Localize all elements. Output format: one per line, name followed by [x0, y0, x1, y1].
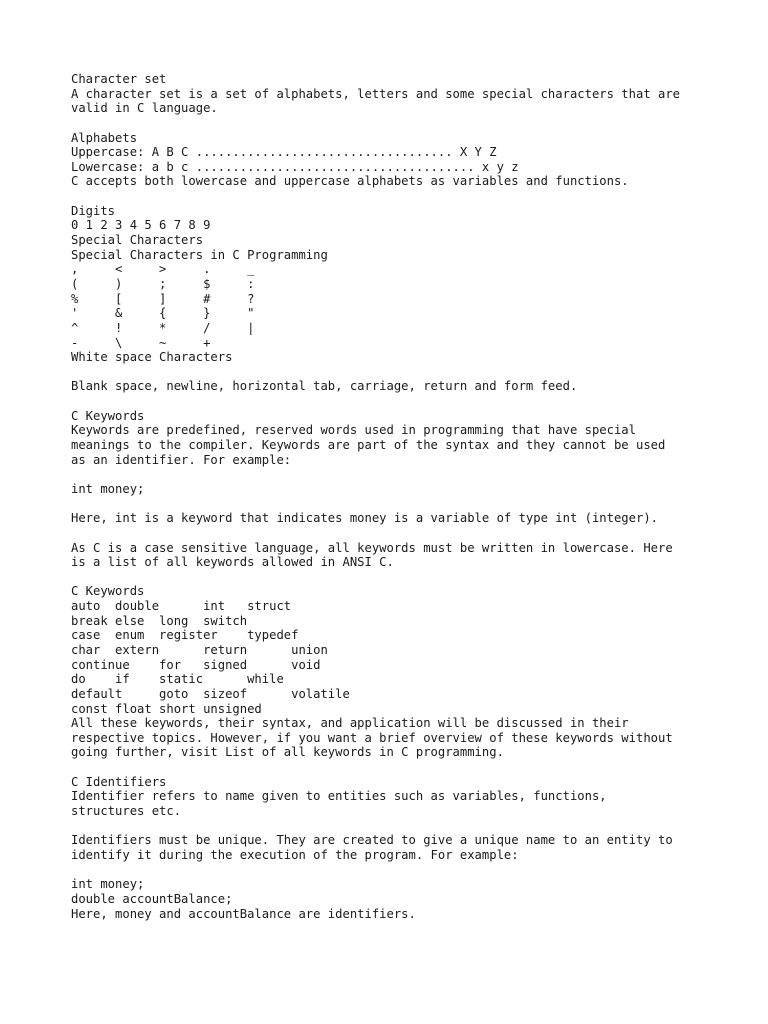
section-heading-digits: Digits — [71, 203, 116, 218]
blank-line — [71, 760, 731, 775]
paragraph-line: C accepts both lowercase and uppercase alphabets as variables and functions. — [71, 174, 629, 189]
code-line: int money; — [71, 877, 145, 892]
blank-line — [71, 394, 731, 409]
paragraph-line: Here, money and accountBalance are identifiers. — [71, 906, 416, 921]
blank-line — [71, 189, 731, 204]
keywords-row: default goto sizeof volatile — [71, 686, 350, 701]
paragraph-line: Here, int is a keyword that indicates money is a variable of type int (integer). — [71, 511, 658, 526]
section-heading-special-characters: Special Characters — [71, 233, 204, 248]
keywords-row: char extern return union — [71, 642, 328, 657]
paragraph-line: Identifier refers to name given to entities such as variables, functions, — [71, 789, 607, 804]
paragraph-line: identify it during the execution of the program. For example: — [71, 847, 519, 862]
keywords-row: continue for signed void — [71, 657, 321, 672]
blank-line — [71, 570, 731, 585]
uppercase-line: Uppercase: A B C ................................... X Y Z — [71, 145, 497, 160]
subheading-special-characters: Special Characters in C Programming — [71, 247, 328, 262]
special-characters-row: ' & { } " — [71, 306, 255, 321]
blank-line — [71, 467, 731, 482]
keywords-row: auto double int struct — [71, 599, 292, 614]
code-line: double accountBalance; — [71, 891, 233, 906]
special-characters-row: % [ ] # ? — [71, 291, 255, 306]
paragraph-line: A character set is a set of alphabets, letters and some special characters that are — [71, 86, 681, 101]
paragraph-line: is a list of all keywords allowed in ANSI C. — [71, 555, 394, 570]
paragraph-line: All these keywords, their syntax, and application will be discussed in their — [71, 716, 629, 731]
special-characters-row: , < > . _ — [71, 262, 255, 277]
special-characters-row: ^ ! * / | — [71, 320, 255, 335]
code-line: int money; — [71, 481, 145, 496]
blank-line — [71, 819, 731, 834]
blank-line — [71, 863, 731, 878]
blank-line — [71, 116, 731, 131]
special-characters-row: - \ ~ + — [71, 335, 211, 350]
blank-line — [71, 365, 731, 380]
blank-line — [71, 497, 731, 512]
paragraph-line: structures etc. — [71, 804, 182, 819]
keywords-row: const float short unsigned — [71, 701, 262, 716]
keywords-row: case enum register typedef — [71, 628, 299, 643]
blank-line — [71, 526, 731, 541]
keywords-row: do if static while — [71, 672, 284, 687]
section-heading-alphabets: Alphabets — [71, 130, 138, 145]
special-characters-row: ( ) ; $ : — [71, 276, 255, 291]
section-heading-character-set: Character set — [71, 72, 167, 86]
paragraph-line: As C is a case sensitive language, all keywords must be written in lowercase. Here — [71, 540, 673, 555]
section-heading-c-keywords: C Keywords — [71, 408, 145, 423]
section-heading-white-space: White space Characters — [71, 350, 233, 365]
paragraph-line: going further, visit List of all keywords in C programming. — [71, 745, 504, 760]
section-heading-c-identifiers: C Identifiers — [71, 774, 167, 789]
paragraph-line: Blank space, newline, horizontal tab, carriage, return and form feed. — [71, 379, 578, 394]
keywords-row: break else long switch — [71, 613, 248, 628]
lowercase-line: Lowercase: a b c ...................................... x y z — [71, 159, 519, 174]
document-page — [71, 72, 731, 921]
paragraph-line: respective topics. However, if you want a brief overview of these keywords without — [71, 730, 673, 745]
paragraph-line: valid in C language. — [71, 101, 218, 116]
digits-line: 0 1 2 3 4 5 6 7 8 9 — [71, 218, 211, 233]
paragraph-line: Identifiers must be unique. They are created to give a unique name to an entity to — [71, 833, 673, 848]
paragraph-line: Keywords are predefined, reserved words used in programming that have special — [71, 423, 636, 438]
paragraph-line: as an identifier. For example: — [71, 452, 292, 467]
paragraph-line: meanings to the compiler. Keywords are part of the syntax and they cannot be used — [71, 438, 666, 453]
subheading-c-keywords: C Keywords — [71, 584, 145, 599]
